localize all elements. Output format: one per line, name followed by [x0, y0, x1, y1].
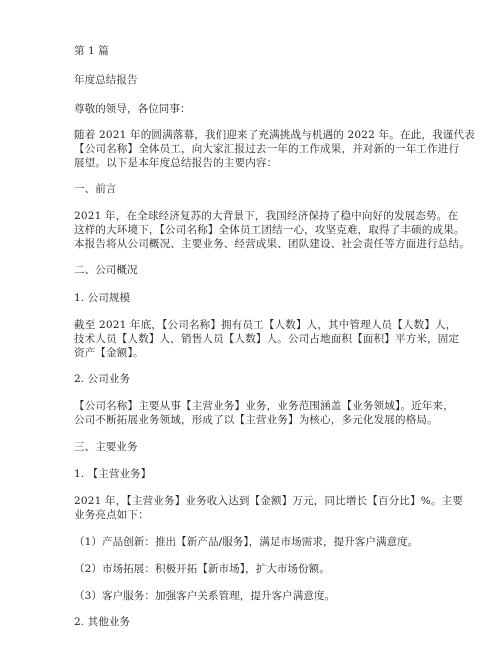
section-1-line-2: 这样的大环境下，【公司名称】全体员工团结一心，攻坚克难，取得了丰硕的成果。: [74, 224, 465, 236]
greeting: 尊敬的领导，各位同事：: [74, 103, 191, 115]
section-2-heading: 二、公司概况: [74, 264, 138, 276]
sub-2-2-line-2: 公司不断拓展业务领域，形成了以【主营业务】为核心，多元化发展的格局。: [74, 414, 438, 426]
sub-2-1-line-3: 资产【金额】。: [74, 347, 144, 359]
highlight-item-2: （2）市场拓展：积极开拓【新市场】，扩大市场份额。: [74, 563, 330, 575]
intro-line-1: 随着 2021 年的圆满落幕，我们迎来了充满挑战与机遇的 2022 年。在此，我谨代表: [74, 129, 475, 141]
sub-3-1-line-2: 业务亮点如下：: [74, 509, 149, 521]
document-title: 年度总结报告: [74, 74, 138, 86]
sub-2-2-line-1: 【公司名称】主要从事【主营业务】业务，业务范围涵盖【业务领域】。近年来，: [74, 400, 454, 412]
section-1-line-3: 本报告将从公司概况、主要业务、经营成果、团队建设、社会责任等方面进行总结。: [74, 238, 470, 250]
highlight-item-1: （1）产品创新：推出【新产品/服务】，满足市场需求，提升客户满意度。: [74, 536, 419, 548]
section-3-heading: 三、主要业务: [74, 441, 138, 453]
part-label: 第 1 篇: [74, 45, 109, 57]
section-1-line-1: 2021 年，在全球经济复苏的大背景下，我国经济保持了稳中向好的发展态势。在: [74, 210, 459, 222]
intro-line-3: 展望。以下是本年度总结报告的主要内容：: [74, 157, 278, 169]
highlight-item-3: （3）客户服务：加强客户关系管理，提升客户满意度。: [74, 590, 336, 602]
sub-2-1-line-1: 截至 2021 年底，【公司名称】拥有员工【人数】人，其中管理人员【人数】人，: [74, 319, 457, 331]
sub-3-1-line-1: 2021 年，【主营业务】业务收入达到【金额】万元，同比增长【百分比】%。主要: [74, 495, 464, 507]
sub-2-1-line-2: 技术人员【人数】人，销售人员【人数】人。公司占地面积【面积】平方米，固定: [74, 333, 460, 345]
sub-2-1-heading: 1. 公司规模: [74, 292, 131, 304]
intro-line-2: 【公司名称】全体员工，向大家汇报过去一年的工作成果，并对新的一年工作进行: [74, 143, 460, 155]
sub-3-2-heading: 2. 其他业务: [74, 616, 131, 628]
section-1-heading: 一、前言: [74, 183, 117, 195]
sub-3-1-heading: 1. 【主营业务】: [74, 468, 152, 480]
sub-2-2-heading: 2. 公司业务: [74, 373, 131, 385]
